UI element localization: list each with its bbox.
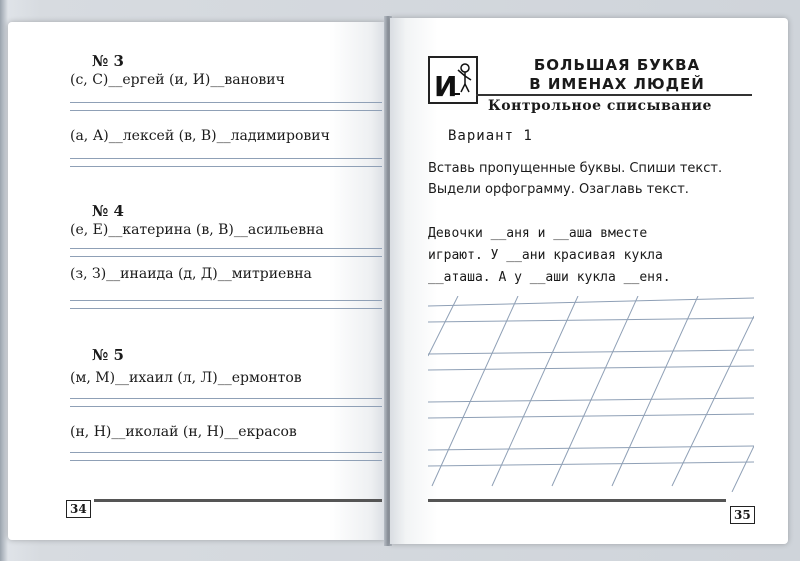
exercise-4-line-2: (з, З)__инаида (д, Д)__митриевна (70, 266, 312, 282)
exercise-5-line-1: (м, М)__ихаил (л, Л)__ермонтов (70, 370, 302, 386)
exercise-5-line-2: (н, Н)__иколай (н, Н)__екрасов (70, 424, 297, 440)
footer-bar-right (428, 499, 726, 502)
icon-letter: И (434, 70, 458, 102)
text-line-3: __аташа. А у __аши кукла __еня. (428, 270, 671, 285)
exercise-3-line-1: (с, С)__ергей (и, И)__ванович (70, 72, 285, 88)
exercise-3-title: № 3 (92, 52, 124, 70)
text-line-1: Девочки __аня и __аша вместе (428, 226, 648, 241)
writing-rule (70, 300, 382, 301)
page-number-right: 35 (730, 506, 755, 524)
writing-rule (70, 460, 382, 461)
footer-bar-left (94, 499, 382, 502)
writing-rule (70, 308, 382, 309)
writing-rule (70, 102, 382, 103)
task-instruction: Вставь пропущенные буквы. Спиши текст. Выдели орфограмму. Озаглавь текст. (428, 161, 723, 197)
writing-rule (70, 256, 382, 257)
page-number-left: 34 (66, 500, 91, 518)
header-title-line-1: БОЛЬШАЯ БУКВА (533, 56, 701, 74)
writing-rule (70, 248, 382, 249)
exercise-3-line-2: (а, А)__лексей (в, В)__ладимирович (70, 128, 330, 144)
variant-label: Вариант 1 (448, 128, 533, 144)
header-title-line-2: В ИМЕНАХ ЛЮДЕЙ (529, 75, 705, 93)
header-underline (476, 94, 752, 96)
writing-rule (70, 452, 382, 453)
exercise-4-line-1: (е, Е)__катерина (в, В)__асильевна (70, 222, 324, 238)
writing-rule (70, 158, 382, 159)
exercise-5-title: № 5 (92, 346, 124, 364)
writing-rule (70, 398, 382, 399)
writing-rule (70, 406, 382, 407)
subtitle: Контрольное списывание (488, 98, 712, 114)
letter-i-with-figure-icon (428, 56, 478, 104)
copy-writing-area (428, 296, 754, 492)
writing-rule (70, 110, 382, 111)
exercise-4-title: № 4 (92, 202, 124, 220)
text-line-2: играют. У __ани красивая кукла (428, 248, 663, 263)
writing-rule (70, 166, 382, 167)
